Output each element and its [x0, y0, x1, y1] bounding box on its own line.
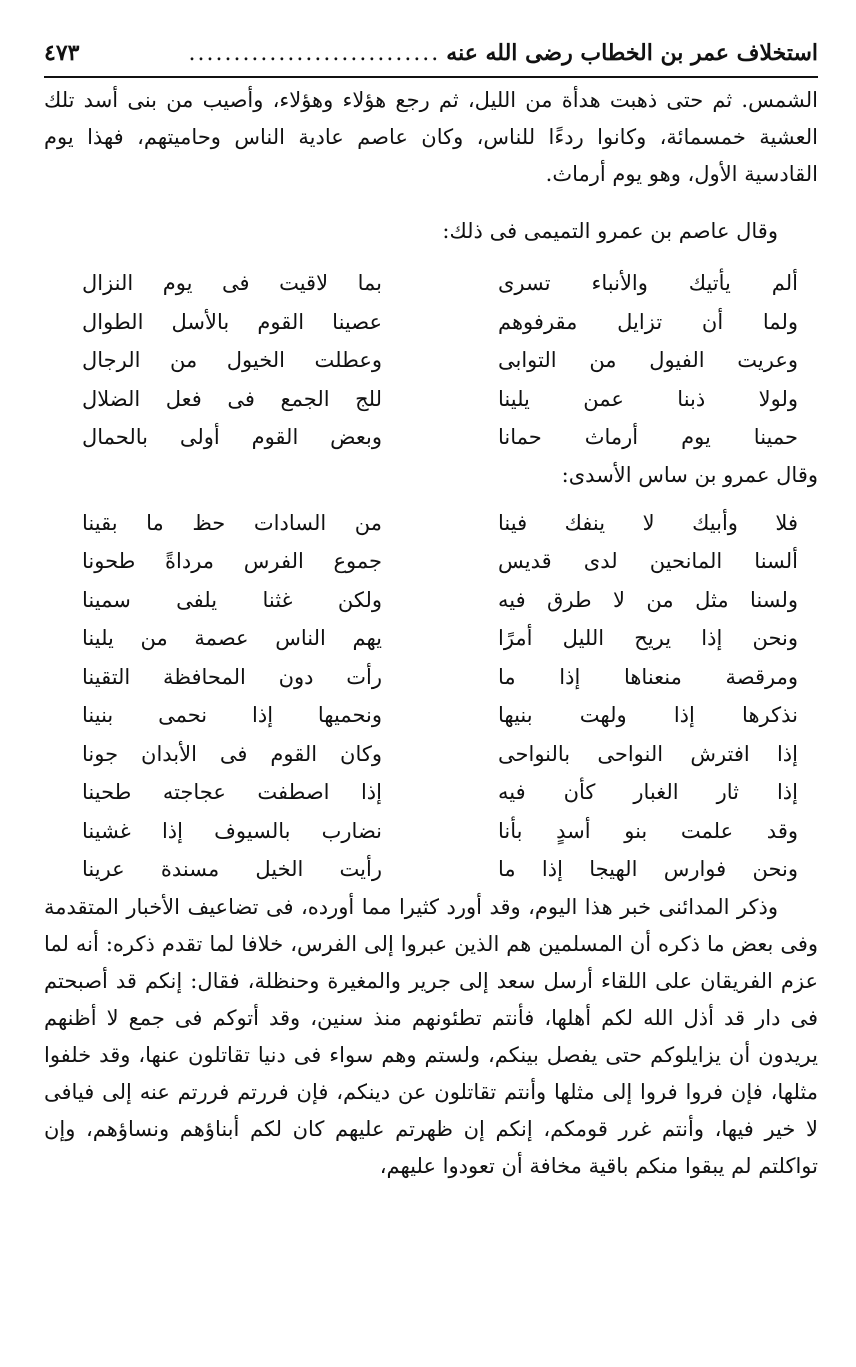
hemistich-first: إذا ثار الغبار كأن فيه: [498, 780, 798, 805]
hemistich-second: بما لاقيت فى يوم النزال: [82, 271, 382, 296]
verse: [44, 696, 818, 735]
page-number: ٤٧٣: [44, 40, 80, 66]
hemistich-second: ونحميها إذا نحمى بنينا: [82, 703, 382, 728]
verse: [44, 850, 818, 889]
paragraph-2: وذكر المدائنى خبر هذا اليوم، وقد أورد كثيرا مما أورده، فى تضاعيف الأخبار المتقدمة وفى بعض ما ذكره أن المسلمين هم الذين عبروا إلى الفرس، خلافا لما تقدم ذكره: أنه لما عزم الفريقان على اللقاء أرسل سعد إلى جرير والمغيرة وحنظلة، فقال: إنكم قد أصبحتم فى دار قد أذل الله لكم أهلها، فأنتم تطئونهم منذ سنين، وقد أتوكم فى جمع لا أظنهم يريدون أن يزايلوكم حتى يفصل بينكم، ولستم وهم سواء فى دنيا تقاتلون عنها، وقد خلفوا مثلها، فإن فروا فروا إلى مثلها وأنتم تقاتلون عن دينكم، فإن فررتم فررتم عنه إلى فيافى لا خير فيها، وأنتم غرر قومكم، إنكم إن ظهرتم عليهم كان لكم أبناؤهم ونساؤهم، وإن تواكلتم لم يبقوا منكم باقية مخافة أن تعودوا عليهم،: [44, 894, 818, 1178]
poem-intro-2: وقال عمرو بن ساس الأسدى:: [561, 462, 818, 487]
hemistich-first: ولسنا مثل من لا طرق فيه: [498, 587, 798, 612]
hemistich-first: وعريت الفيول من التوابى: [498, 348, 798, 373]
poem-2: [44, 504, 818, 889]
hemistich-second: نضارب بالسيوف إذا غشينا: [82, 818, 382, 843]
poem-intro-1: وقال عاصم بن عمرو التميمى فى ذلك:: [442, 219, 778, 243]
verse: [44, 341, 818, 380]
hemistich-first: ألسنا المانحين لدى قديس: [498, 549, 798, 574]
running-header: [44, 40, 818, 78]
hemistich-second: وبعض القوم أولى بالحمال: [82, 425, 382, 450]
hemistich-second: وكان القوم فى الأبدان جونا: [82, 741, 382, 766]
header-title: استخلاف عمر بن الخطاب رضى الله عنه: [446, 40, 818, 66]
hemistich-first: ولولا ذبنا عمن يلينا: [498, 386, 798, 411]
hemistich-second: جموع الفرس مرداةً طحونا: [82, 549, 382, 574]
hemistich-first: ومرقصة منعناها إذا ما: [498, 664, 798, 689]
hemistich-first: ألم يأتيك والأنباء تسرى: [498, 271, 798, 296]
hemistich-first: فلا وأبيك لا ينفك فينا: [498, 510, 798, 535]
verse: [44, 504, 818, 543]
hemistich-first: ونحن إذا يريح الليل أمرًا: [498, 626, 798, 651]
verse: [44, 542, 818, 581]
hemistich-second: عصينا القوم بالأسل الطوال: [82, 309, 382, 334]
hemistich-second: يهم الناس عصمة من يلينا: [82, 626, 382, 651]
hemistich-second: من السادات حظ ما بقينا: [82, 510, 382, 535]
hemistich-first: ولما أن تزايل مقرفوهم: [498, 309, 798, 334]
hemistich-first: ونحن فوارس الهيجا إذا ما: [498, 857, 798, 882]
verse: [44, 418, 818, 457]
verse: [44, 303, 818, 342]
verse: [44, 264, 818, 303]
hemistich-second: رأت دون المحافظة التقينا: [82, 664, 382, 689]
hemistich-second: للج الجمع فى فعل الضلال: [82, 386, 382, 411]
verse: [44, 619, 818, 658]
verse: [44, 380, 818, 419]
hemistich-second: رأيت الخيل مسندة عرينا: [82, 857, 382, 882]
hemistich-first: إذا افترش النواحى بالنواحى: [498, 741, 798, 766]
paragraph-1: الشمس. ثم حتى ذهبت هدأة من الليل، ثم رجع هؤلاء وهؤلاء، وأصيب من بنى أسد تلك العشية خمسمائة، وكانوا ردءًا للناس، وكان عاصم عادية الناس وحاميتهم، فهذا يوم القادسية الأول، وهو يوم أرماث.: [44, 88, 818, 186]
verse: [44, 581, 818, 620]
verse: [44, 812, 818, 851]
verse: [44, 773, 818, 812]
hemistich-second: وعطلت الخيول من الرجال: [82, 348, 382, 373]
header-leader-dots: ............................: [188, 41, 441, 66]
verse: [44, 735, 818, 774]
verse: [44, 658, 818, 697]
hemistich-second: ولكن غثنا يلفى سمينا: [82, 587, 382, 612]
hemistich-second: إذا اصطفت عجاجته طحينا: [82, 780, 382, 805]
poem-1: [44, 264, 818, 457]
hemistich-first: حمينا يوم أرماث حمانا: [498, 425, 798, 450]
hemistich-first: وقد علمت بنو أسدٍ بأنا: [498, 818, 798, 843]
hemistich-first: نذكرها إذا ولهت بنيها: [498, 703, 798, 728]
